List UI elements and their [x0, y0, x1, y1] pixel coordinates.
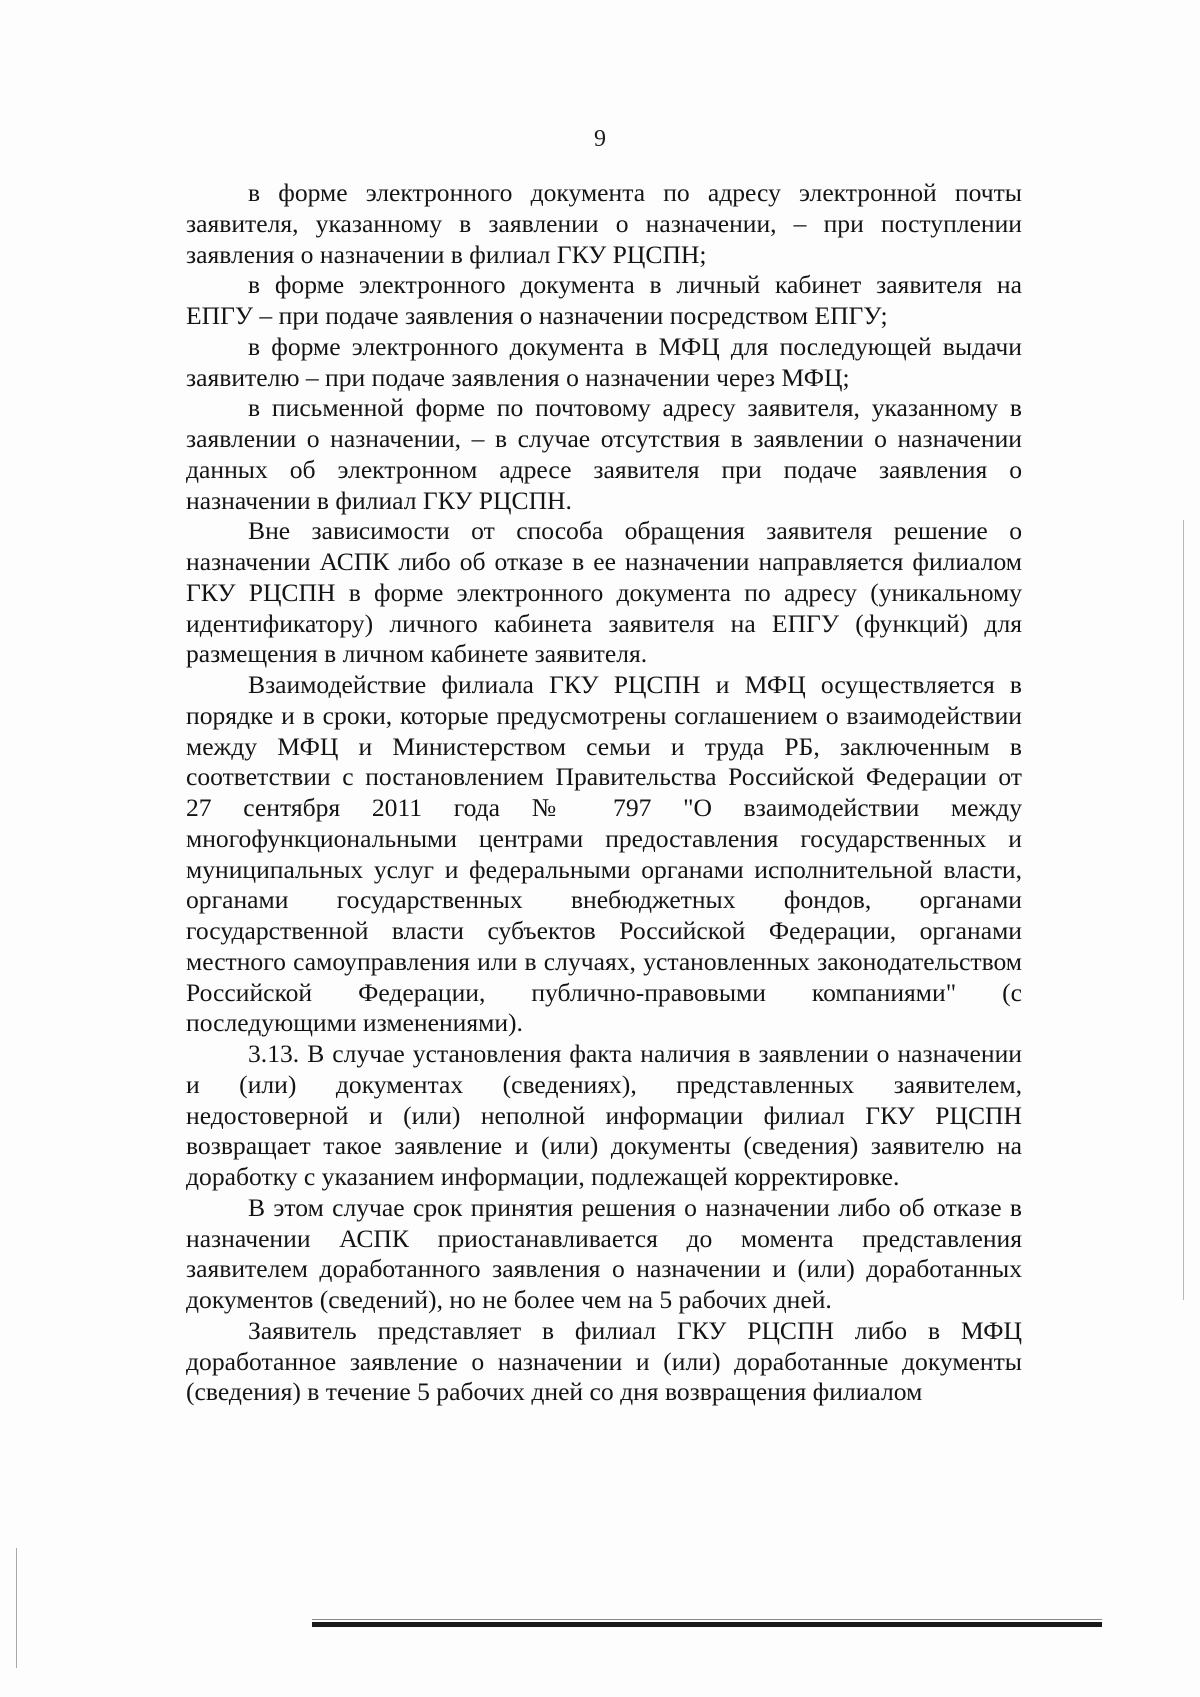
paragraph-epgu-cabinet: в форме электронного документа в личный кабинет заявителя на ЕПГУ – при подаче заявления о назначении посредством ЕПГУ; [186, 270, 1022, 330]
scan-edge-mark-left [16, 1548, 17, 1668]
paragraph-postal-delivery: в письменной форме по почтовому адресу заявителя, указанному в заявлении о назначении, – в случае отсутствия в заявлении о назначении данных об электронном адресе заявителя при подаче заявления о назначении в филиал ГКУ РЦСПН. [186, 393, 1022, 515]
paragraph-decision-delivery: Вне зависимости от способа обращения заявителя решение о назначении АСПК либо об отказе в ее назначении направляется филиалом ГКУ РЦСПН в форме электронного документа по адресу (уникальному идентификатору) личного кабинета заявителя на ЕПГУ (функций) для размещения в личном кабинете заявителя. [186, 516, 1022, 669]
paragraph-section-3-13: 3.13. В случае установления факта наличия в заявлении о назначении и (или) документах (сведениях), представленных заявителем, недостоверной и (или) неполной информации филиал ГКУ РЦСПН возвращает такое заявление и (или) документы (сведения) заявителю на доработку с указанием информации, подлежащей корректировке. [186, 1039, 1022, 1191]
paragraph-email-delivery: в форме электронного документа по адресу электронной почты заявителя, указанному в заявлении о назначении, – при поступлении заявления о назначении в филиал ГКУ РЦСПН; [186, 178, 1022, 269]
footer-rule-thin [312, 1619, 1102, 1620]
paragraph-suspension: В этом случае срок принятия решения о назначении либо об отказе в назначении АСПК приостанавливается до момента представления заявителем доработанного заявления о назначении и (или) доработанных документов (сведений), но не более чем на 5 рабочих дней. [186, 1192, 1022, 1314]
page-number: 9 [594, 126, 606, 152]
paragraph-interaction-mfc: Взаимодействие филиала ГКУ РЦСПН и МФЦ осуществляется в порядке и в сроки, которые предусмотрены соглашением о взаимодействии между МФЦ и Министерством семьи и труда РБ, заключенным в соответствии с постановлением Правительства Российской Федерации от 27 сентября 2011 года № 797 "О взаимодействии между многофункциональными центрами предоставления государственных и муниципальных услуг и федеральными органами исполнительной власти, органами государственных внебюджетных фондов, органами государственной власти субъектов Российской Федерации, органами местного самоуправления или в случаях, установленных законодательством Российской Федерации, публично-правовыми компаниями" (с последующими изменениями). [186, 670, 1022, 1038]
document-body [186, 178, 1022, 1408]
footer-rule [312, 1622, 1102, 1627]
paragraph-mfc-delivery: в форме электронного документа в МФЦ для последующей выдачи заявителю – при подаче заявления о назначении через МФЦ; [186, 331, 1022, 392]
paragraph-resubmission: Заявитель представляет в филиал ГКУ РЦСПН либо в МФЦ доработанное заявление о назначении и (или) доработанные документы (сведения) в течение 5 рабочих дней со дня возвращения филиалом [186, 1315, 1022, 1407]
scan-edge-mark-right [1183, 520, 1184, 1300]
